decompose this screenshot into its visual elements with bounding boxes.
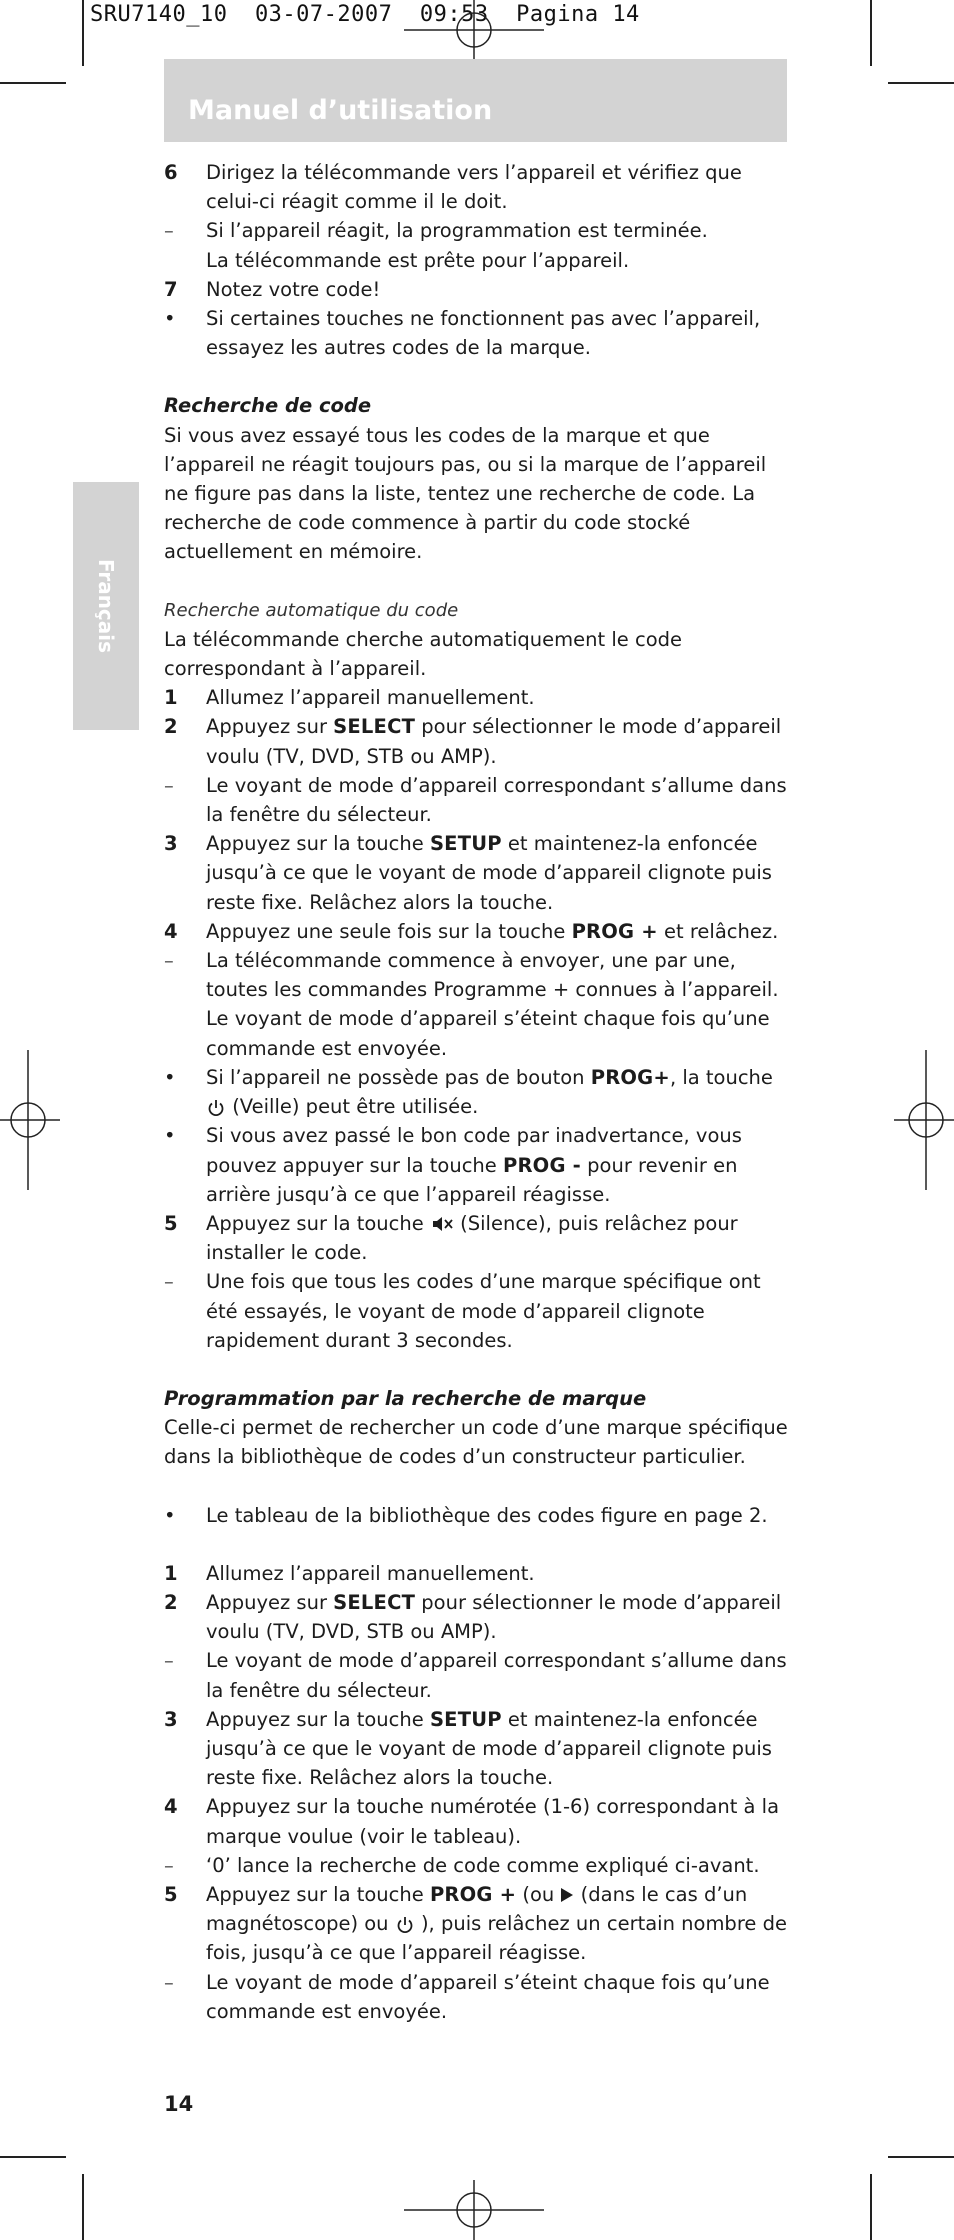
crop-mark — [0, 2156, 66, 2158]
step-4 — [164, 917, 792, 946]
step-text: pour sélectionner le mode d’appareil voulu (TV, DVD, STB ou AMP). — [206, 1590, 782, 1644]
step-number: 4 — [164, 1795, 178, 1819]
crop-mark — [82, 2174, 84, 2240]
dash-marker: – — [164, 1649, 174, 1673]
section-intro: Celle-ci permet de rechercher un code d’une marque spécifique dans la bibliothèque de codes d’un constructeur particulier. — [164, 1416, 788, 1469]
note-text: , la touche — [669, 1065, 773, 1089]
dash-note — [164, 1851, 792, 1880]
bullet-note — [164, 304, 792, 362]
step-1 — [164, 1559, 792, 1588]
dash-marker: – — [164, 1270, 174, 1294]
key-label-prog-plus: PROG+ — [590, 1065, 670, 1089]
key-label-prog-minus: PROG - — [502, 1153, 581, 1177]
note-text: Une fois que tous les codes d’une marque spécifique ont été essayés, le voyant de mode d’appareil clignote rapidement durant 3 secondes. — [206, 1270, 761, 1352]
step-text: (Silence), puis relâchez pour installer le code. — [206, 1211, 738, 1265]
key-label-select: SELECT — [333, 1590, 416, 1614]
step-number: 5 — [164, 1211, 178, 1235]
dash-note — [164, 1267, 792, 1355]
note-text: Si vous avez passé le bon code par inadvertance, vous pouvez appuyer sur la touche — [206, 1124, 742, 1177]
step-5 — [164, 1880, 792, 1968]
print-slug: SRU7140_10 03-07-2007 09:53 Pagina 14 — [90, 2, 640, 27]
bullet-marker: • — [164, 1503, 176, 1527]
key-label-select: SELECT — [333, 715, 416, 739]
note-text: Le voyant de mode d’appareil correspondant s’allume dans la fenêtre du sélecteur. — [206, 773, 787, 827]
step-number: 6 — [164, 161, 178, 184]
note-text: pour revenir en arrière jusqu’à ce que l’appareil réagisse. — [206, 1153, 738, 1206]
crop-mark — [870, 0, 872, 66]
step-text: Appuyez sur — [206, 715, 334, 739]
section-heading-brand-search: Programmation par la recherche de marque — [164, 1386, 647, 1410]
step-1 — [164, 683, 792, 712]
page-header — [164, 59, 787, 142]
mute-icon — [430, 1215, 454, 1233]
step-text: Appuyez une seule fois sur la touche — [206, 919, 572, 943]
step-text: et maintenez-la enfoncée jusqu’à ce que le voyant de mode d’appareil clignote puis reste fixe. Relâchez alors la touche. — [206, 832, 772, 914]
step-number: 1 — [164, 686, 178, 710]
note-text: La télécommande commence à envoyer, une par une, toutes les commandes Programme + connues à l’appareil. Le voyant de mode d’appareil s’éteint chaque fois qu’une commande est envoyée. — [206, 949, 779, 1060]
step-text: Appuyez sur la touche numérotée (1-6) correspondant à la marque voulue (voir le tableau). — [206, 1795, 780, 1848]
bullet-note — [164, 1501, 792, 1530]
note-text: ‘0’ lance la recherche de code comme expliqué ci-avant. — [206, 1853, 760, 1877]
crop-mark — [0, 82, 66, 84]
note-text: (Veille) peut être utilisée. — [226, 1095, 479, 1119]
power-icon — [395, 1915, 415, 1935]
bullet-note — [164, 1121, 792, 1209]
note-text: Le voyant de mode d’appareil s’éteint chaque fois qu’une commande est envoyée. — [206, 1970, 770, 2023]
dash-note — [164, 771, 792, 829]
section-intro: Si vous avez essayé tous les codes de la marque et que l’appareil ne réagit toujours pas, ou si la marque de l’appareil ne figure pas dans la liste, tentez une recherche de code. La recherche de code commence à partir du code stocké actuellement en mémoire. — [164, 423, 767, 564]
crop-mark — [82, 0, 84, 66]
step-text: Appuyez sur la touche — [206, 1211, 430, 1235]
registration-mark-top — [404, 0, 544, 60]
dash-note — [164, 1646, 792, 1704]
language-tab-label: Français — [94, 558, 118, 654]
step-number: 3 — [164, 1707, 178, 1731]
registration-mark-left — [0, 1050, 60, 1190]
key-label-prog-plus: PROG + — [429, 1882, 517, 1906]
step-text: (dans le cas d’un magnétoscope) ou — [206, 1882, 748, 1936]
dash-marker: – — [164, 773, 174, 797]
section-heading-code-search: Recherche de code — [164, 394, 372, 418]
play-triangle-icon — [560, 1887, 574, 1903]
result-note — [164, 216, 792, 274]
step-2 — [164, 1588, 792, 1646]
registration-mark-right — [894, 1050, 954, 1190]
step-text: pour sélectionner le mode d’appareil voulu (TV, DVD, STB ou AMP). — [206, 715, 782, 768]
step-text: (ou — [516, 1882, 561, 1906]
note-text: La télécommande est prête pour l’appareil. — [206, 248, 630, 272]
step-number: 7 — [164, 277, 178, 301]
step-2 — [164, 712, 792, 770]
dash-marker: – — [164, 949, 174, 973]
note-text: Si l’appareil ne possède pas de bouton — [206, 1065, 591, 1089]
step-text: et relâchez. — [657, 919, 779, 943]
step-text: Dirigez la télécommande vers l’appareil et vérifiez que celui-ci réagit comme il le doit. — [206, 161, 742, 214]
step-3 — [164, 1705, 792, 1793]
crop-mark — [888, 82, 954, 84]
bullet-marker: • — [164, 1124, 176, 1148]
language-tab — [73, 482, 139, 730]
bullet-marker: • — [164, 1065, 176, 1089]
step-number: 5 — [164, 1882, 178, 1906]
step-3 — [164, 829, 792, 917]
step-4 — [164, 1792, 792, 1850]
dash-marker: – — [164, 1970, 174, 1994]
note-text: Le tableau de la bibliothèque des codes figure en page 2. — [206, 1503, 768, 1527]
registration-mark-bottom — [404, 2180, 544, 2240]
note-text: Si certaines touches ne fonctionnent pas avec l’appareil, essayez les autres codes de la marque. — [206, 307, 761, 360]
step-number: 2 — [164, 715, 178, 739]
step-text: Allumez l’appareil manuellement. — [206, 686, 535, 710]
subsection-intro: La télécommande cherche automatiquement le code correspondant à l’appareil. — [164, 627, 682, 681]
step-text: Appuyez sur la touche — [206, 1882, 430, 1906]
page-header-title: Manuel d’utilisation — [188, 95, 493, 126]
dash-marker: – — [164, 219, 174, 243]
note-text: Si l’appareil réagit, la programmation est terminée. — [206, 219, 708, 243]
step-text: Appuyez sur la touche — [206, 832, 430, 856]
note-text: Le voyant de mode d’appareil correspondant s’allume dans la fenêtre du sélecteur. — [206, 1649, 787, 1702]
step-7 — [164, 275, 792, 304]
step-text: Notez votre code! — [206, 277, 381, 301]
step-number: 4 — [164, 919, 178, 943]
key-label-setup: SETUP — [429, 832, 502, 856]
step-number: 3 — [164, 832, 178, 856]
key-label-prog-plus: PROG + — [571, 919, 658, 943]
step-number: 2 — [164, 1590, 178, 1614]
bullet-note — [164, 1063, 792, 1121]
dash-note — [164, 1968, 792, 2026]
key-label-setup: SETUP — [429, 1707, 502, 1731]
step-text: Appuyez sur la touche — [206, 1707, 430, 1731]
step-text: ), puis relâchez un certain nombre de fois, jusqu’à ce que l’appareil réagisse. — [206, 1912, 787, 1965]
step-number: 1 — [164, 1561, 178, 1585]
crop-mark — [870, 2174, 872, 2240]
bullet-marker: • — [164, 307, 176, 331]
dash-marker: – — [164, 1853, 174, 1877]
subsection-heading: Recherche automatique du code — [164, 599, 459, 621]
step-text: Allumez l’appareil manuellement. — [206, 1561, 535, 1585]
dash-note — [164, 946, 792, 1063]
step-6 — [164, 158, 792, 216]
crop-mark — [888, 2156, 954, 2158]
step-text: Appuyez sur — [206, 1590, 334, 1614]
step-text: et maintenez-la enfoncée jusqu’à ce que le voyant de mode d’appareil clignote puis reste fixe. Relâchez alors la touche. — [206, 1707, 772, 1790]
power-icon — [206, 1098, 226, 1118]
document-body — [164, 158, 792, 2026]
page-number: 14 — [164, 2092, 194, 2116]
step-5 — [164, 1209, 792, 1267]
